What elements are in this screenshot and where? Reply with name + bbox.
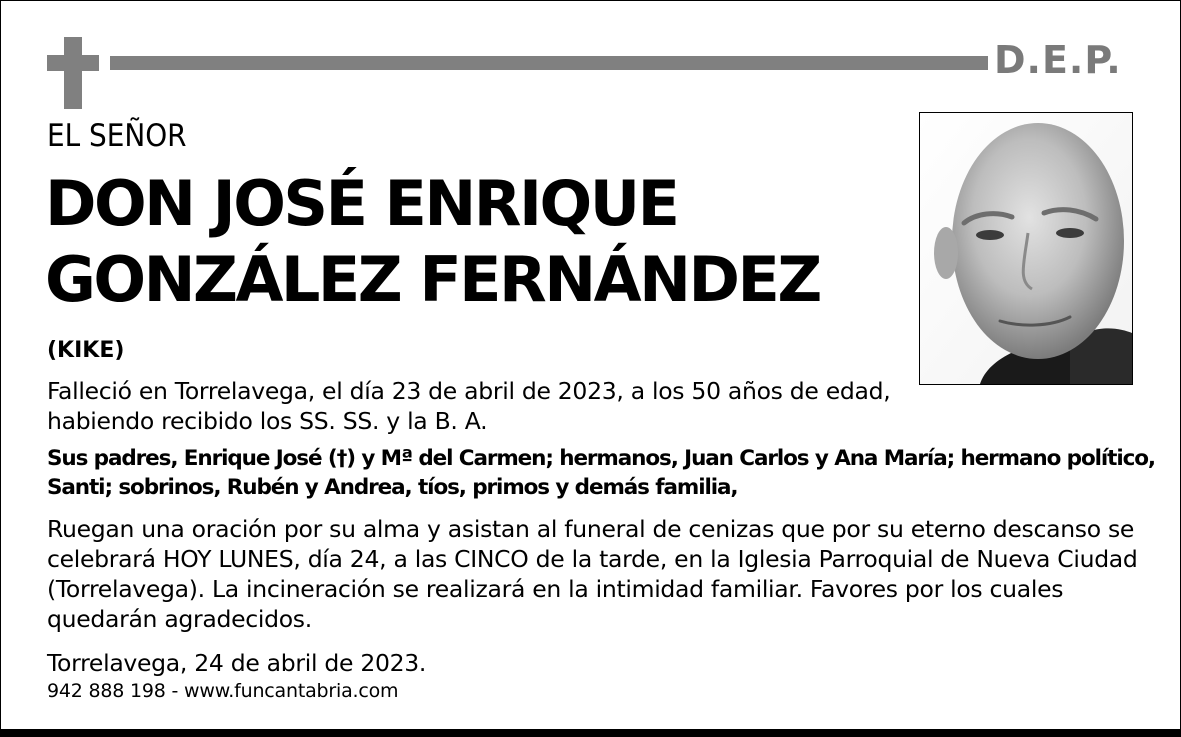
header-rule xyxy=(110,56,988,70)
nickname: (KIKE) xyxy=(47,338,125,363)
deceased-name xyxy=(45,166,820,318)
death-notice-line-1: Falleció en Torrelavega, el día 23 de abril de 2023, a los 50 años de edad, xyxy=(47,377,891,405)
cross-icon xyxy=(47,37,99,109)
family-line-1: Sus padres, Enrique José (†) y Mª del Carmen; hermanos, Juan Carlos y Ana María; hermano político, xyxy=(47,446,1155,471)
bottom-border-bar xyxy=(0,729,1181,737)
dep-label: D.E.P. xyxy=(994,38,1122,82)
name-line-1: DON JOSÉ ENRIQUE xyxy=(45,167,678,240)
portrait-photo xyxy=(919,112,1133,385)
contact-info: 942 888 198 - www.funcantabria.com xyxy=(47,680,399,702)
funeral-request xyxy=(47,514,1157,634)
death-notice-line-2: habiendo recibido los SS. SS. y la B. A. xyxy=(47,407,488,435)
place-date: Torrelavega, 24 de abril de 2023. xyxy=(47,649,427,677)
request-line-4: quedarán agradecidos. xyxy=(47,605,312,633)
family-list xyxy=(47,444,1157,502)
name-line-2: GONZÁLEZ FERNÁNDEZ xyxy=(45,243,820,316)
family-line-2: Santi; sobrinos, Rubén y Andrea, tíos, primos y demás familia, xyxy=(47,475,738,500)
request-line-2: celebrará HOY LUNES, día 24, a las CINCO de la tarde, en la Iglesia Parroquial de Nueva Ciudad xyxy=(47,545,1138,573)
request-line-1: Ruegan una oración por su alma y asistan al funeral de cenizas que por su eterno descanso se xyxy=(47,515,1135,543)
honorific: EL SEÑOR xyxy=(47,118,187,154)
death-notice xyxy=(47,376,907,436)
request-line-3: (Torrelavega). La incineración se realizará en la intimidad familiar. Favores por los cuales xyxy=(47,575,1064,603)
